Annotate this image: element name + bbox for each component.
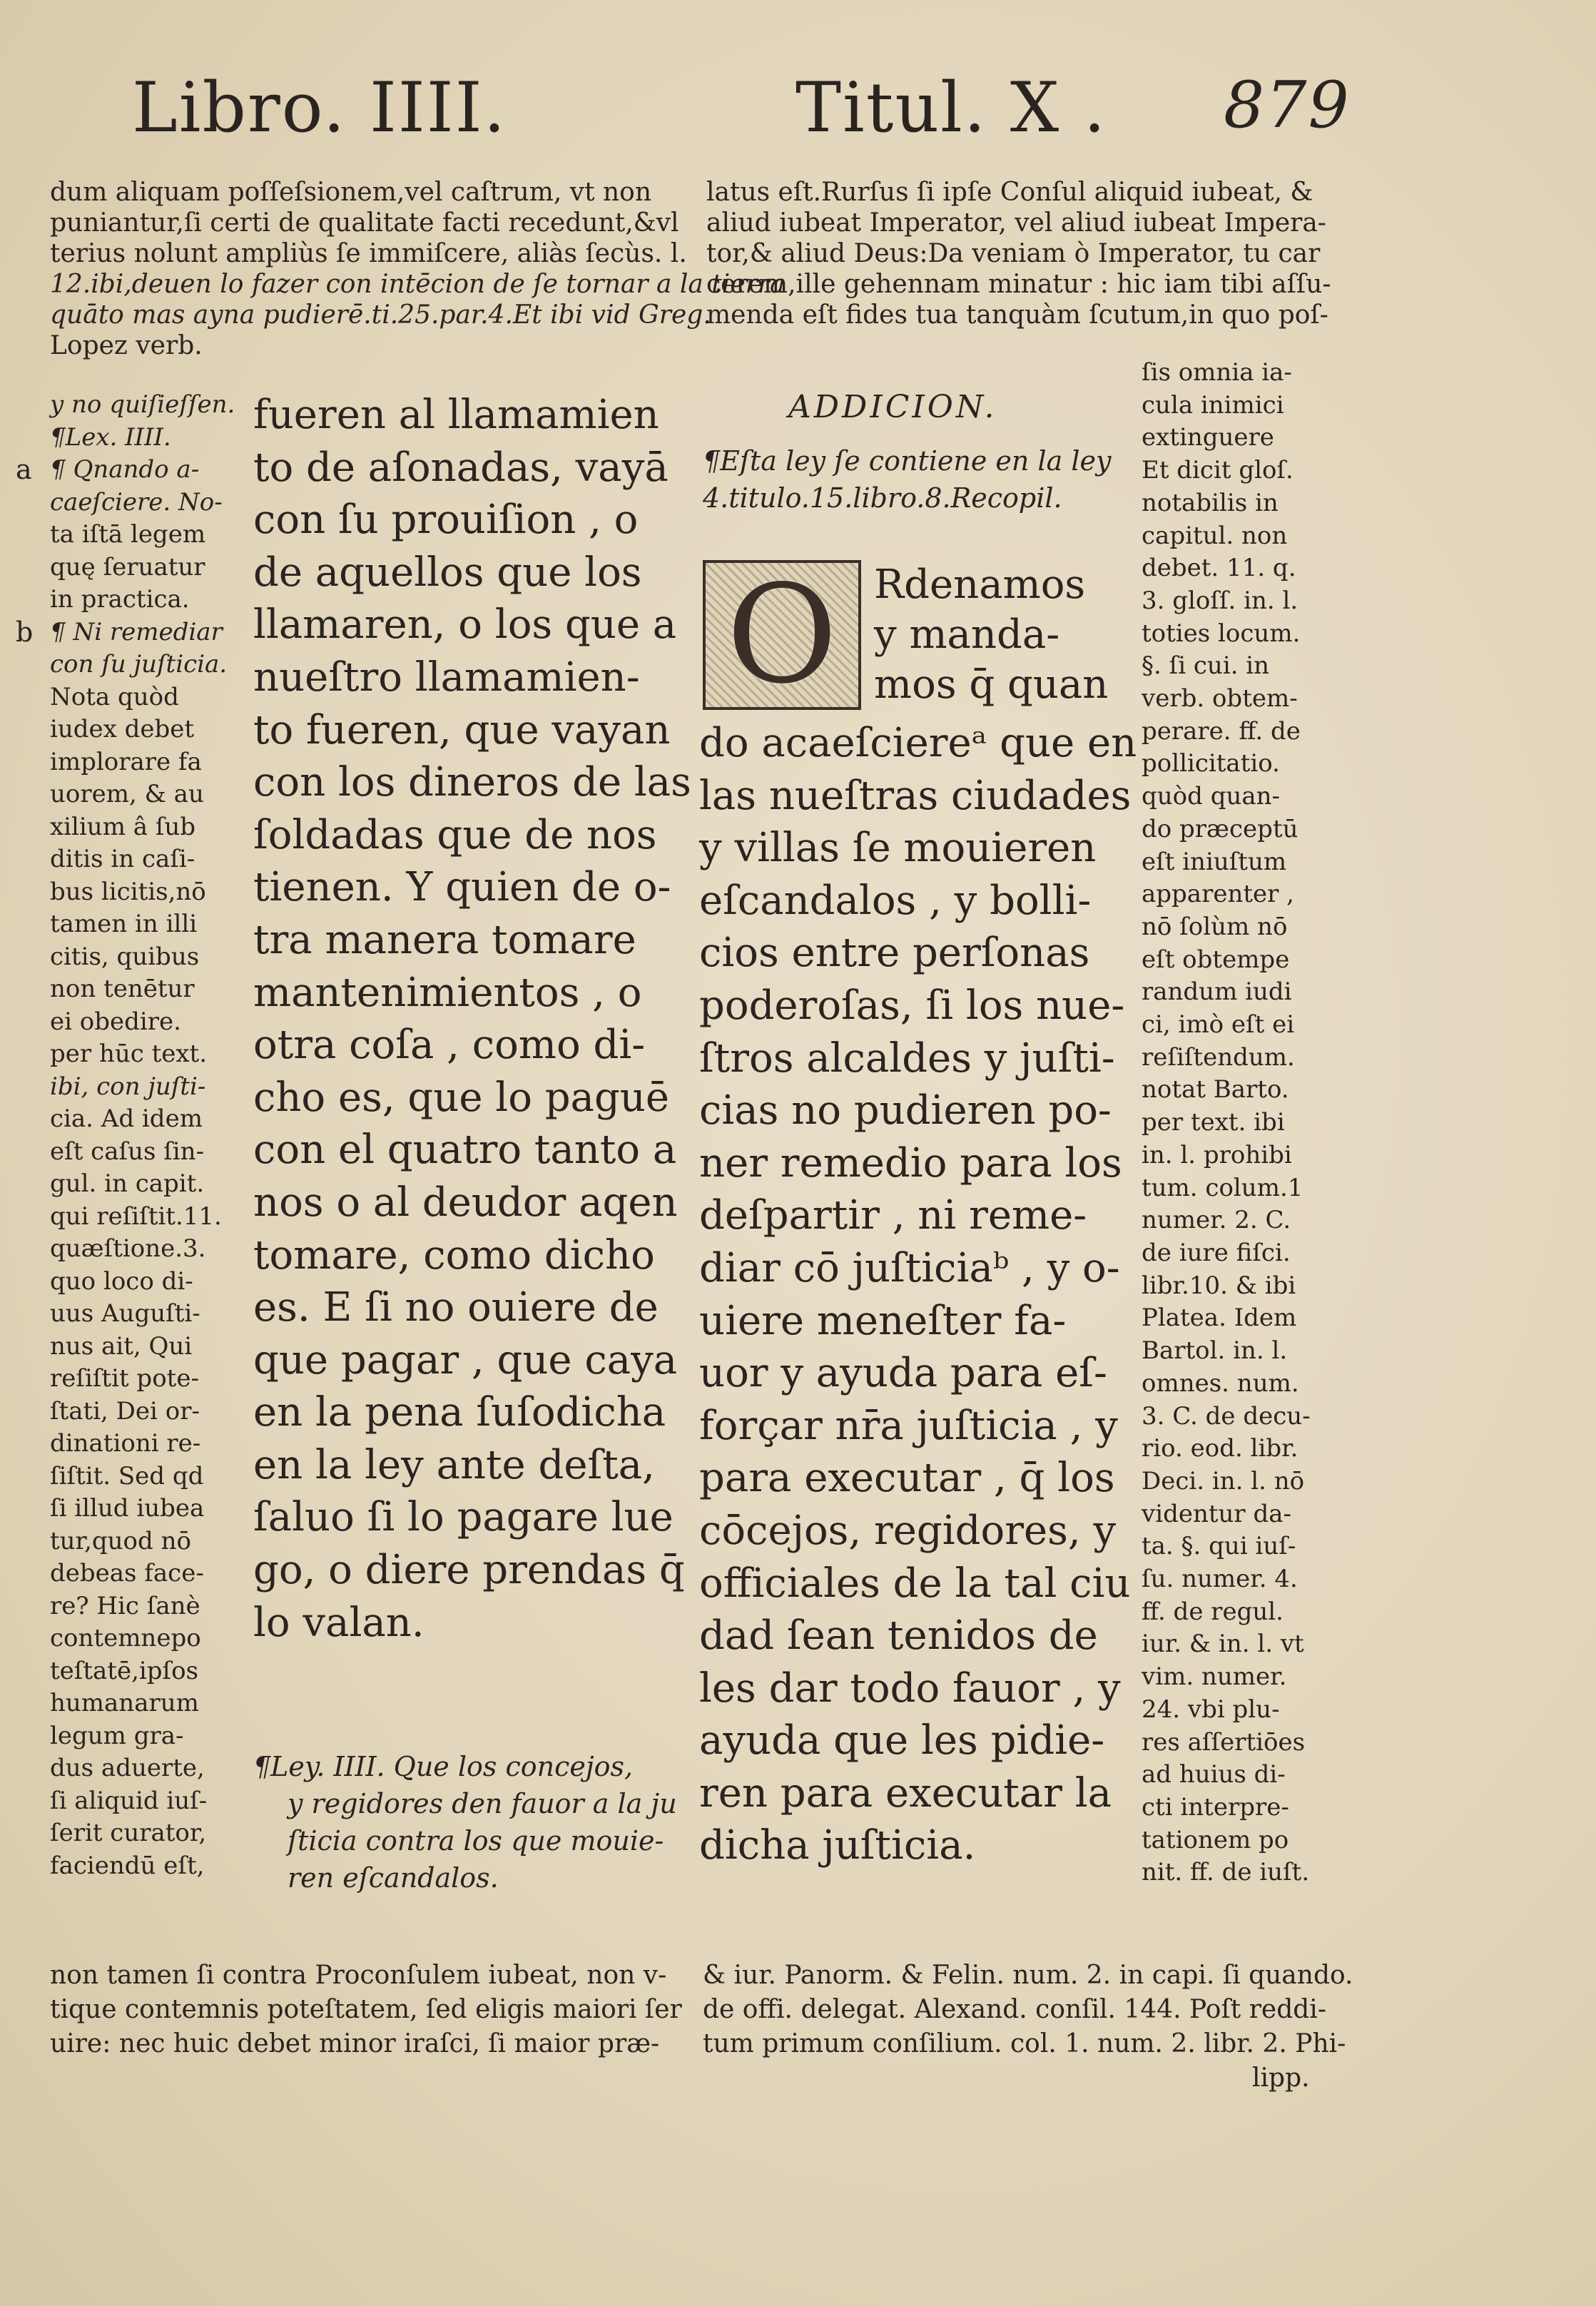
- margin-line: capitul. non: [1142, 521, 1288, 550]
- text-line: ſtros alcaldes y juſti-: [699, 1035, 1115, 1082]
- margin-line: Platea. Idem: [1142, 1304, 1297, 1333]
- margin-line: dinationi re-: [50, 1429, 201, 1458]
- text-line: las nueſtras ciudades: [699, 772, 1132, 819]
- margin-line: ff. de regul.: [1142, 1597, 1284, 1626]
- addicion-note-line: 4.titulo.15.libro.8.Recopil.: [703, 482, 1062, 514]
- margin-line: dus aduerte,: [50, 1754, 205, 1782]
- margin-line: iur. & in. l. vt: [1142, 1630, 1304, 1659]
- gloss-line: tor,& aliud Deus:Da veniam ò Imperator, tu car: [706, 239, 1321, 268]
- margin-line: legum gra-: [50, 1721, 184, 1750]
- margin-line: citis, quibus: [50, 942, 200, 971]
- text-line: diar cō juſticiaᵇ , y o-: [699, 1244, 1120, 1291]
- margin-line: tationem po: [1142, 1825, 1289, 1854]
- margin-line: ſerit curator,: [50, 1819, 207, 1847]
- text-line: officiales de la tal ciu: [699, 1560, 1131, 1607]
- text-line: con los dineros de las: [253, 759, 691, 806]
- text-line: es. E ſi no ouiere de: [253, 1284, 659, 1331]
- margin-line: randum iudi: [1142, 977, 1292, 1007]
- text-line: ayuda que les pidie-: [699, 1717, 1105, 1764]
- text-line: en la pena ſuſodicha: [253, 1389, 666, 1436]
- decorated-initial: [703, 556, 861, 713]
- margin-line: ¶Lex. IIII.: [50, 422, 171, 452]
- margin-line: re? Hic ſanè: [50, 1591, 200, 1620]
- right-margin-gloss: [1142, 357, 1348, 1889]
- margin-line: cula inimici: [1142, 390, 1284, 420]
- note-marker-b: b: [16, 616, 34, 648]
- main-text-right-column: [699, 717, 1137, 1872]
- gloss-line: lipp.: [1252, 2063, 1310, 2093]
- margin-line: reſiſtendum.: [1142, 1042, 1295, 1072]
- margin-line: ad huius di-: [1142, 1760, 1286, 1789]
- text-line: lo valan.: [253, 1599, 425, 1646]
- margin-line: contemnepo: [50, 1624, 201, 1652]
- margin-line: pollicitatio.: [1142, 749, 1280, 778]
- margin-line: iudex debet: [50, 715, 195, 743]
- margin-line: per hūc text.: [50, 1040, 208, 1068]
- gloss-line: puniantur,ſi certi de qualitate facti recedunt,&vl: [50, 208, 679, 238]
- margin-line: caeſciere. No-: [50, 487, 223, 517]
- margin-line: non tenētur: [50, 975, 195, 1003]
- text-line: poderoſas, ſi los nue-: [699, 982, 1125, 1029]
- text-line: y manda-: [874, 611, 1060, 658]
- text-line: cios entre perſonas: [699, 930, 1090, 977]
- margin-line: teſtatē,ipſos: [50, 1656, 199, 1685]
- gloss-line: tum primum conſilium. col. 1. num. 2. libr. 2. Phi-: [703, 2029, 1346, 2058]
- margin-line: toties locum.: [1142, 619, 1301, 648]
- margin-line: eſt iniuſtum: [1142, 847, 1287, 876]
- margin-line: 24. vbi plu-: [1142, 1695, 1280, 1724]
- margin-line: in. l. prohibi: [1142, 1140, 1292, 1169]
- text-line: go, o diere prendas q̄: [253, 1547, 685, 1594]
- gloss-line: menda eſt fides tua tanquàm ſcutum,in quo poſ-: [706, 300, 1328, 330]
- margin-line: cti interpre-: [1142, 1792, 1289, 1822]
- text-line: cho es, que lo paguē: [253, 1074, 669, 1121]
- law-heading-line: ¶Ley. IIII. Que los concejos,: [253, 1751, 634, 1782]
- addicion-heading: ADDICION.: [788, 389, 997, 425]
- gloss-line: dum aliquam poſſeſsionem,vel caſtrum, vt non: [50, 178, 652, 207]
- margin-line: apparenter ,: [1142, 880, 1294, 909]
- margin-line: 3. C. de decu-: [1142, 1401, 1311, 1431]
- margin-line: bus licitis,nō: [50, 877, 206, 906]
- margin-line: ſu. numer. 4.: [1142, 1565, 1298, 1594]
- margin-line: notat Barto.: [1142, 1075, 1289, 1104]
- text-line: que pagar , que caya: [253, 1336, 678, 1383]
- margin-line: nus ait, Qui: [50, 1331, 193, 1361]
- margin-line: res aſſertiōes: [1142, 1727, 1306, 1757]
- gloss-line: & iur. Panorm. & Felin. num. 2. in capi. ſi quando.: [703, 1961, 1353, 1990]
- margin-line: con ſu juſticia.: [50, 650, 228, 679]
- margin-line: qui reſiſtit.11.: [50, 1202, 222, 1231]
- margin-line: uus Auguſti-: [50, 1299, 200, 1328]
- margin-line: Bartol. in. l.: [1142, 1336, 1288, 1366]
- left-margin-gloss: [50, 389, 235, 1882]
- page-number: 879: [1224, 68, 1351, 143]
- margin-line: do præceptū: [1142, 814, 1298, 843]
- law-heading-line: ſticia contra los que mouie-: [288, 1825, 664, 1857]
- running-head-title: Titul. X .: [796, 68, 1107, 148]
- margin-line: in practica.: [50, 585, 190, 614]
- text-line: nos o al deudor aqen: [253, 1179, 678, 1226]
- gloss-line: uire: nec huic debet minor iraſci, ſi maior præ-: [50, 2029, 660, 2058]
- text-line: forçar nr̄a juſticia , y: [699, 1402, 1118, 1449]
- margin-line: cia. Ad idem: [50, 1104, 203, 1133]
- text-line: Rdenamos: [874, 562, 1086, 608]
- text-line: uor y ayuda para eſ-: [699, 1350, 1107, 1397]
- text-line: do acaeſciereᵃ que en: [699, 720, 1137, 766]
- margin-line: tum. colum.1: [1142, 1173, 1303, 1202]
- gloss-line: tique contemnis poteſtatem, ſed eligis maiori ſer: [50, 1995, 682, 2024]
- margin-line: reſiſtit pote-: [50, 1364, 199, 1393]
- margin-line: quòd quan-: [1142, 782, 1281, 811]
- margin-line: videntur da-: [1142, 1499, 1292, 1528]
- margin-line: faciendū eſt,: [50, 1851, 205, 1880]
- margin-line: ditis in caſi-: [50, 845, 195, 873]
- margin-line: per text. ibi: [1142, 1108, 1285, 1137]
- margin-line: vim. numer.: [1142, 1662, 1287, 1692]
- margin-line: rio. eod. libr.: [1142, 1434, 1298, 1463]
- margin-line: verb. obtem-: [1142, 684, 1298, 713]
- text-line: para executar , q̄ los: [699, 1455, 1115, 1502]
- margin-line: numer. 2. C.: [1142, 1206, 1291, 1235]
- margin-line: ¶ Ni remediar: [50, 617, 223, 646]
- text-line: cias no pudieren po-: [699, 1087, 1112, 1134]
- gloss-line: non tamen ſi contra Proconſulem iubeat, non v-: [50, 1961, 667, 1990]
- text-line: nueſtro llamamien-: [253, 654, 640, 701]
- law-heading-line: ren eſcandalos.: [288, 1862, 499, 1894]
- margin-line: §. ſi cui. in: [1142, 651, 1270, 681]
- margin-line: de iure fiſci.: [1142, 1238, 1291, 1267]
- text-line: mantenimientos , o: [253, 969, 642, 1016]
- margin-line: ta. §. qui iuſ-: [1142, 1532, 1296, 1561]
- margin-line: libr.10. & ibi: [1142, 1271, 1296, 1300]
- margin-line: eſt caſus ſin-: [50, 1137, 205, 1166]
- margin-line: omnes. num.: [1142, 1368, 1299, 1398]
- text-line: dad ſean tenidos de: [699, 1612, 1098, 1660]
- text-line: uiere meneſter fa-: [699, 1297, 1067, 1344]
- margin-line: Nota quòd: [50, 682, 179, 711]
- text-line: con el quatro tanto a: [253, 1127, 677, 1174]
- margin-line: Et dicit gloſ.: [1142, 456, 1293, 485]
- law-heading: [253, 1748, 677, 1896]
- text-line: con ſu prouiſion , o: [253, 497, 639, 544]
- margin-line: xilium â ſub: [50, 812, 196, 841]
- margin-line: quę ſeruatur: [50, 552, 205, 581]
- text-line: ner remedio para los: [699, 1139, 1122, 1187]
- margin-line: tur,quod nō: [50, 1526, 191, 1555]
- running-head-book: Libro. IIII.: [132, 68, 507, 148]
- margin-line: uorem, & au: [50, 780, 204, 808]
- main-text-left-column: [253, 389, 691, 1649]
- text-line: eſcandalos , y bolli-: [699, 877, 1092, 924]
- text-line: cōcejos, regidores, y: [699, 1507, 1117, 1554]
- margin-line: humanarum: [50, 1689, 199, 1717]
- gloss-line: terius nolunt ampliùs ſe immiſcere, aliàs ſecùs. l.: [50, 239, 687, 268]
- margin-line: tamen in illi: [50, 910, 198, 938]
- text-line: y villas ſe mouieren: [699, 825, 1097, 872]
- addicion-note: [703, 442, 1111, 517]
- margin-line: debeas face-: [50, 1559, 204, 1588]
- text-line: to fueren, que vayan: [253, 706, 671, 753]
- initial-adjacent-text: [874, 560, 1108, 710]
- text-line: les dar todo fauor , y: [699, 1665, 1121, 1712]
- text-line: mos q̄ quan: [874, 661, 1109, 708]
- addicion-note-line: ¶Eſta ley ſe contiene en la ley: [703, 445, 1112, 477]
- margin-line: perare. ff. de: [1142, 716, 1301, 746]
- text-line: en la ley ante deſta,: [253, 1441, 655, 1488]
- margin-line: gul. in capit.: [50, 1169, 205, 1198]
- margin-line: ta iſtā legem: [50, 520, 206, 549]
- margin-line: nit. ff. de iuſt.: [1142, 1858, 1310, 1887]
- note-marker-a: a: [16, 454, 32, 485]
- margin-line: eſt obtempe: [1142, 945, 1290, 974]
- law-heading-line: y regidores den fauor a la ju: [288, 1788, 677, 1819]
- text-line: de aquellos que los: [253, 549, 642, 596]
- gloss-line: aliud iubeat Imperator, vel aliud iubeat Impera-: [706, 208, 1326, 238]
- text-line: fueren al llamamien: [253, 392, 659, 438]
- margin-line: notabilis in: [1142, 488, 1279, 517]
- gloss-line: cerem,ille gehennam minatur : hic iam tibi aſſu-: [706, 270, 1331, 299]
- margin-line: ſis omnia ia-: [1142, 358, 1292, 387]
- margin-line: ibi, con juſti-: [50, 1072, 206, 1101]
- margin-line: ci, imò eſt ei: [1142, 1010, 1295, 1040]
- text-line: to de aſonadas, vayā: [253, 444, 669, 491]
- margin-line: 3. gloſſ. in. l.: [1142, 586, 1298, 615]
- text-line: ſoldadas que de nos: [253, 811, 657, 858]
- margin-line: quæſtione.3.: [50, 1234, 206, 1263]
- gloss-line: de offi. delegat. Alexand. conſil. 144. Poſt reddi-: [703, 1995, 1326, 2024]
- gloss-line: latus eſt.Rurſus ſi ipſe Conſul aliquid iubeat, &: [706, 178, 1313, 207]
- margin-line: ¶ Qnando a-: [50, 455, 200, 484]
- gloss-line: 12.ibi,deuen lo fazer con intēcion de ſe tornar a la tierra: [50, 270, 786, 299]
- initial-letter: O: [726, 556, 838, 713]
- margin-line: ſiſtit. Sed qd: [50, 1461, 204, 1490]
- text-line: ren para executar la: [699, 1769, 1112, 1817]
- margin-line: y no quiſieſſen.: [50, 390, 235, 419]
- bottom-right-gloss: [703, 1959, 1353, 2096]
- margin-line: debet. 11. q.: [1142, 554, 1296, 583]
- margin-line: nō ſolùm nō: [1142, 912, 1288, 941]
- text-line: deſpartir , ni reme-: [699, 1192, 1087, 1239]
- gloss-line: Lopez verb.: [50, 331, 203, 360]
- text-line: dicha juſticia.: [699, 1822, 976, 1869]
- margin-line: quo loco di-: [50, 1266, 193, 1296]
- text-line: tra manera tomare: [253, 916, 636, 963]
- margin-line: Deci. in. l. nō: [1142, 1466, 1305, 1495]
- text-line: tienen. Y quien de o-: [253, 864, 671, 911]
- text-line: tomare, como dicho: [253, 1231, 655, 1279]
- margin-line: implorare fa: [50, 747, 202, 776]
- text-line: ſaluo ſi lo pagare lue: [253, 1494, 674, 1541]
- text-line: llamaren, o los que a: [253, 601, 677, 649]
- margin-line: ſi illud iubea: [50, 1494, 205, 1523]
- gloss-line: quāto mas ayna pudierē.ti.25.par.4.Et ibi vid Greg.: [50, 300, 711, 330]
- margin-line: extinguere: [1142, 423, 1274, 452]
- margin-line: ei obedire.: [50, 1007, 181, 1036]
- margin-line: ſtati, Dei or-: [50, 1396, 200, 1426]
- margin-line: ſi aliquid iuſ-: [50, 1786, 208, 1815]
- text-line: otra coſa , como di-: [253, 1022, 646, 1069]
- bottom-left-gloss: [50, 1959, 682, 2061]
